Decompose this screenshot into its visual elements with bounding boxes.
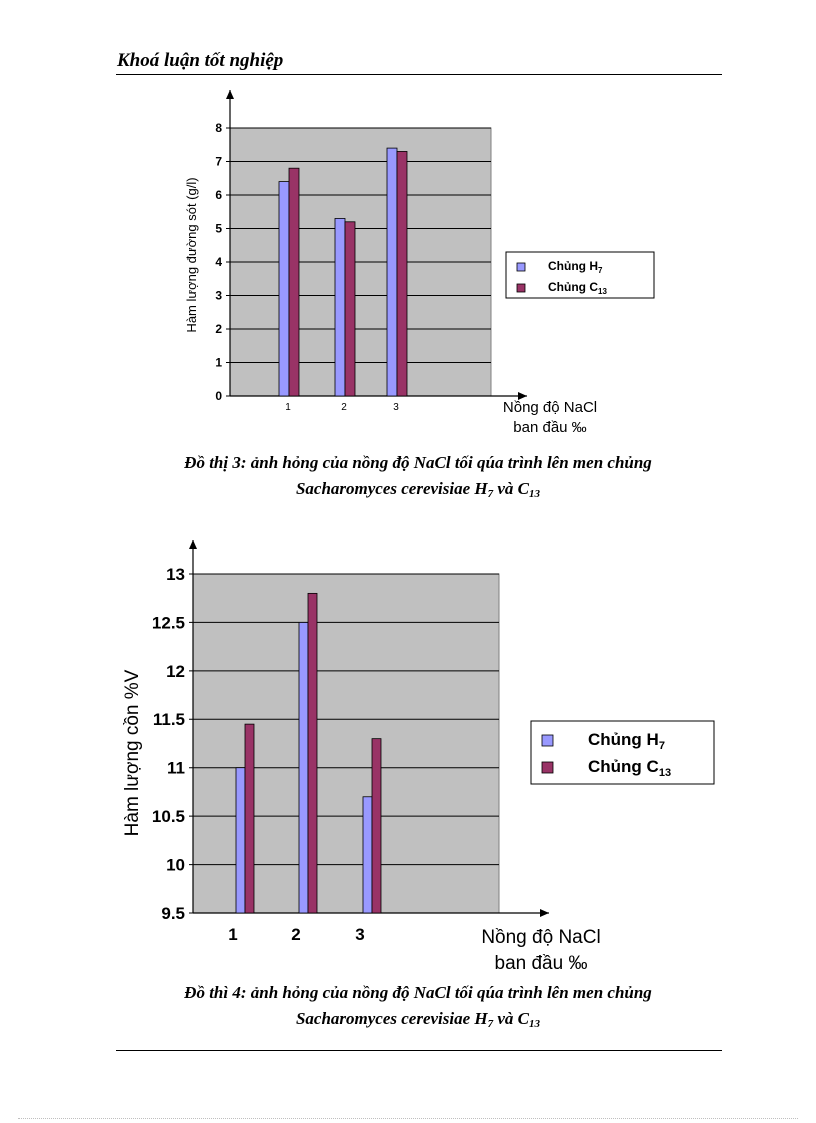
y-axis-arrow [226, 90, 234, 99]
caption-line-2: Sacharomyces cerevisiae $H_7$ và $C_{13}$ [295, 479, 541, 500]
y-tick-label: 9.5 [161, 903, 185, 923]
y-axis-arrow [189, 540, 197, 549]
y-tick-label: 10.5 [151, 807, 185, 827]
y-tick-label: 7 [215, 154, 222, 169]
caption-line-1: Đồ thì 4: ảnh hỏng của nồng độ NaCl tối qúa trình lên men chủng [184, 983, 652, 1002]
figure-caption-3 [100, 450, 736, 502]
bar-h7 [363, 797, 372, 913]
x-axis-label: Nồng độ NaCl [502, 399, 598, 416]
y-tick-label: 0 [215, 389, 222, 404]
y-tick-label: 4 [215, 255, 222, 270]
legend-label: Chủng $C_{13}$ [548, 280, 607, 296]
y-tick-label: 11 [167, 758, 185, 778]
legend-swatch [542, 735, 553, 746]
x-tick-label: 3 [393, 402, 399, 413]
y-axis-label: Hàm lượng đường sót (g/l) [184, 177, 199, 333]
bar-c13 [289, 168, 299, 396]
x-tick-label: 2 [341, 402, 347, 413]
y-tick-label: 6 [215, 188, 222, 203]
header-title: Khoá luận tốt nghiệp [117, 50, 284, 71]
y-tick-label: 2 [215, 322, 222, 337]
bar-c13 [308, 593, 317, 913]
bar-h7 [236, 768, 245, 913]
y-axis-label: Hàm lượng cồn %V [122, 669, 143, 837]
legend-swatch [517, 263, 525, 271]
x-tick-label: 2 [291, 925, 301, 944]
x-axis-label-line2: ban đầu ‰ [513, 419, 587, 436]
caption-line-1: Đồ thị 3: ảnh hỏng của nồng độ NaCl tối qúa trình lên men chủng [184, 453, 652, 472]
bar-c13 [372, 739, 381, 913]
y-tick-label: 13 [166, 564, 185, 584]
header-rule [116, 74, 722, 75]
y-tick-label: 5 [215, 221, 222, 236]
bar-h7 [299, 622, 308, 913]
x-axis-label-line2: ban đầu ‰ [494, 953, 588, 974]
y-tick-label: 8 [215, 121, 222, 136]
legend-swatch [542, 762, 553, 773]
legend-label: Chủng $H_7$ [548, 259, 603, 275]
bar-h7 [279, 182, 289, 396]
y-tick-label: 11.5 [152, 710, 185, 730]
figure-caption-4 [100, 980, 736, 1032]
legend-label: Chủng $C_{13}$ [588, 757, 672, 779]
bar-c13 [345, 222, 355, 396]
bar-h7 [335, 218, 345, 396]
footer-rule [116, 1050, 722, 1051]
y-tick-label: 3 [215, 288, 222, 303]
y-tick-label: 1 [215, 355, 222, 370]
legend-swatch [517, 284, 525, 292]
legend-label: Chủng $H_7$ [588, 730, 665, 752]
x-tick-label: 1 [285, 402, 291, 413]
caption-line-2: Sacharomyces cerevisiae $H_7$ và $C_{13}$ [295, 1009, 541, 1030]
page-edge-dots [18, 1118, 798, 1119]
x-tick-label: 1 [228, 925, 238, 944]
y-tick-label: 12 [166, 661, 185, 681]
chart-alcohol-content [0, 535, 816, 975]
bar-c13 [397, 151, 407, 396]
x-axis-arrow [540, 909, 549, 917]
bar-c13 [245, 724, 254, 913]
y-tick-label: 10 [166, 855, 185, 875]
chart-residual-sugar [0, 80, 816, 450]
x-tick-label: 3 [355, 925, 365, 944]
x-axis-label: Nồng độ NaCl [481, 927, 601, 948]
bar-h7 [387, 148, 397, 396]
y-tick-label: 12.5 [151, 613, 185, 633]
